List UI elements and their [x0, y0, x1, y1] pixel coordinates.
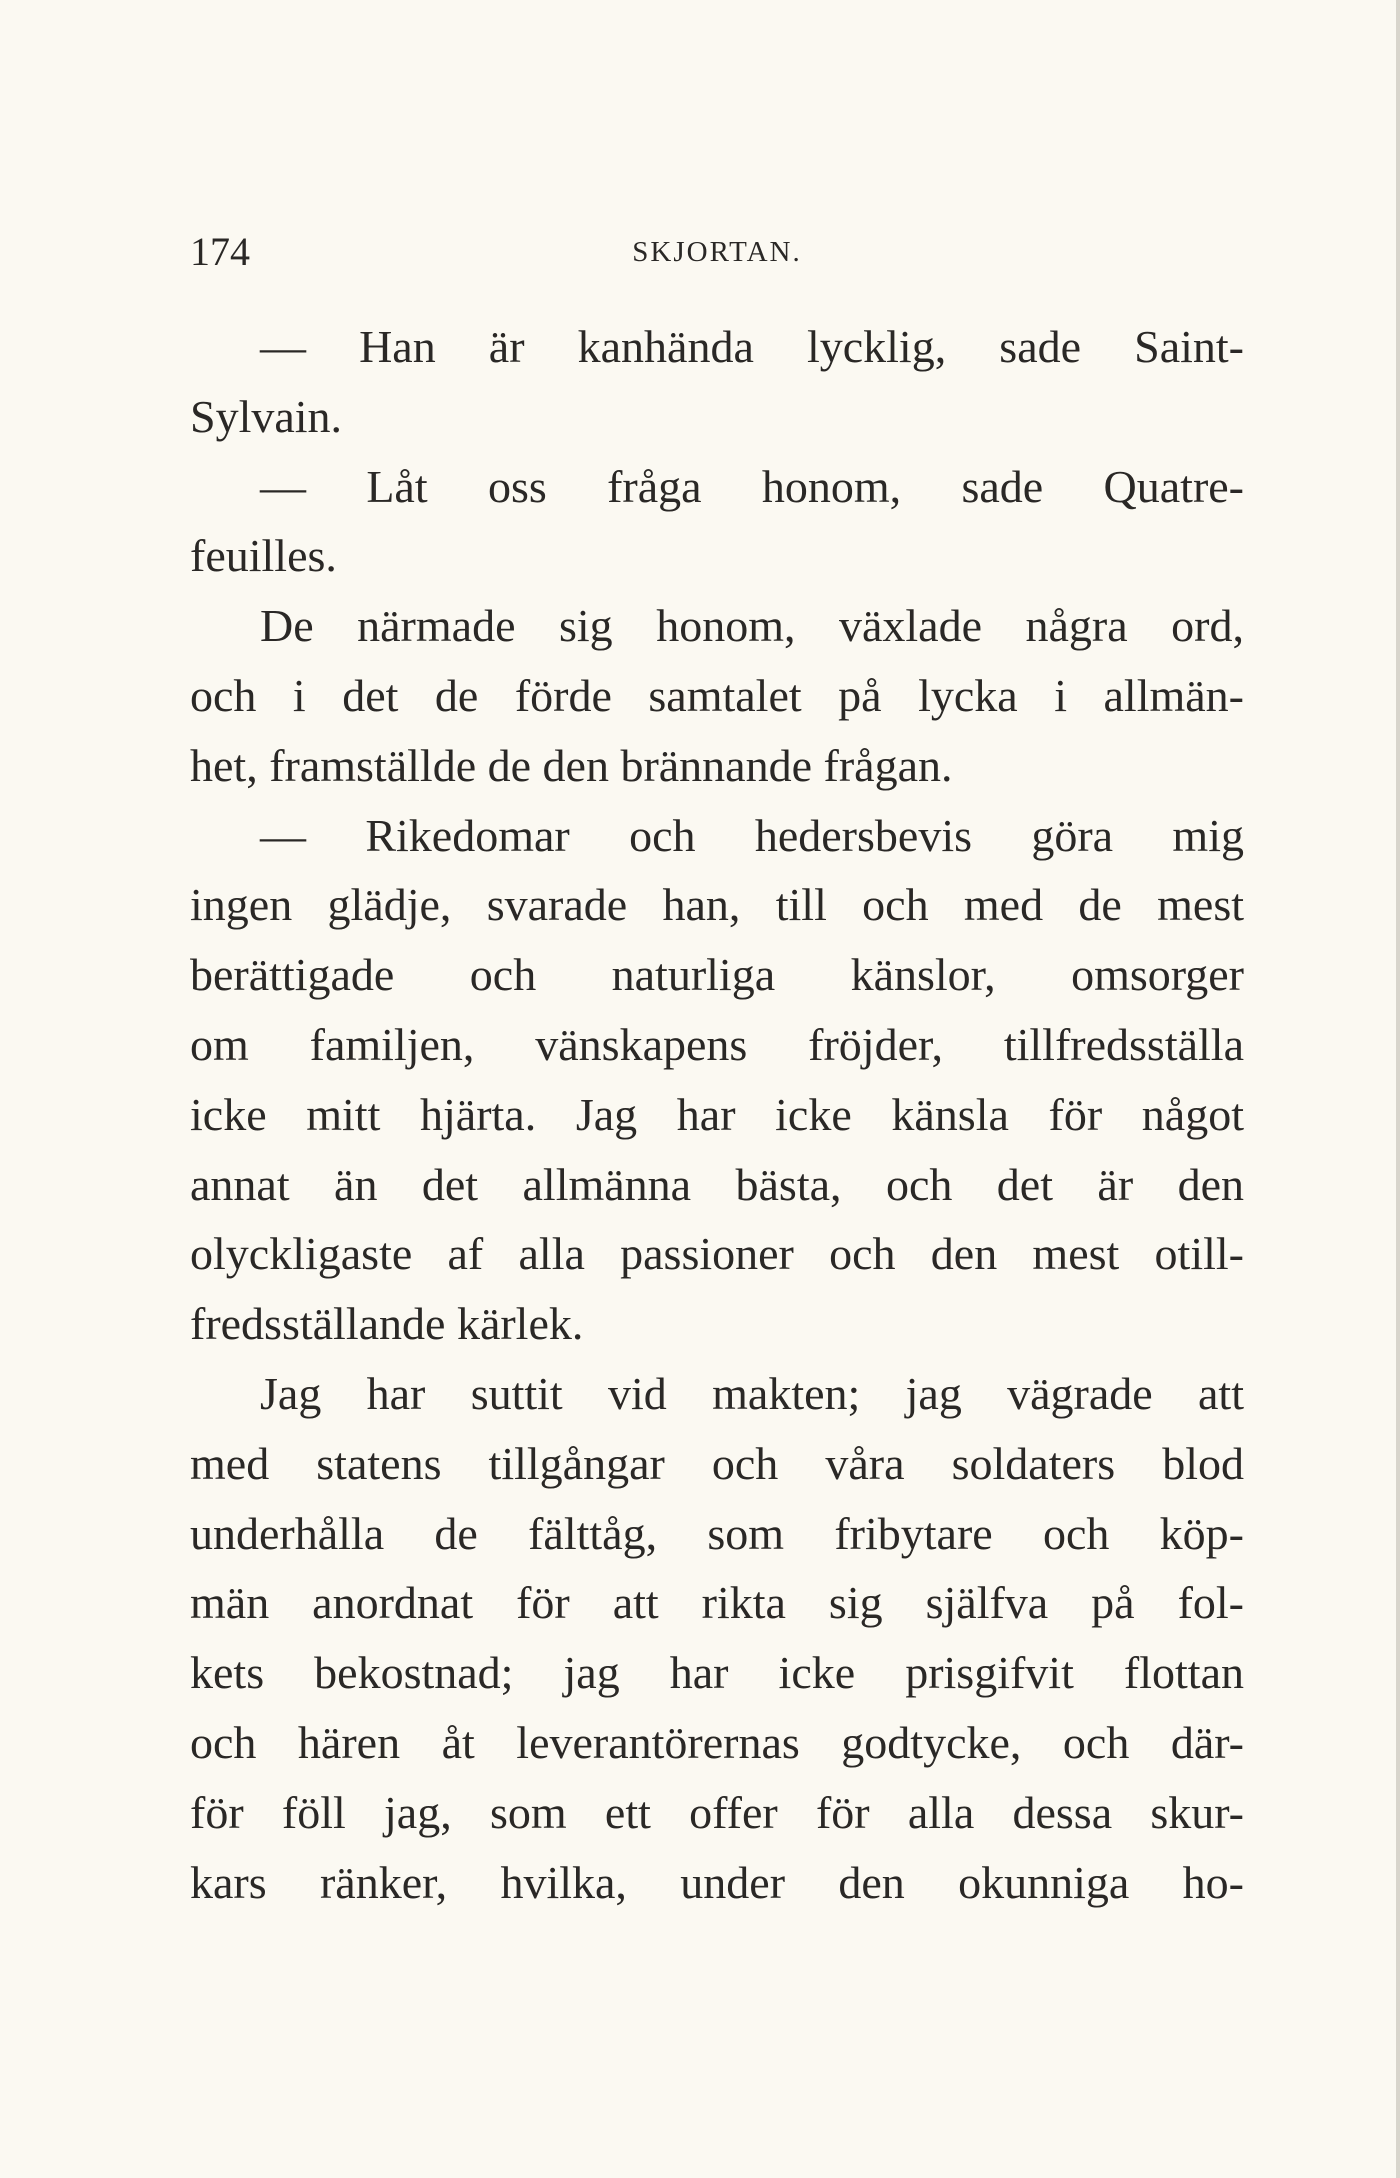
text-line: het, framställde de den brännande frågan. — [190, 739, 953, 791]
text-line: kars ränker, hvilka, under den okunniga ho- — [190, 1856, 1244, 1908]
text-line: feuilles. — [190, 530, 337, 582]
text-line: annat än det allmänna bästa, och det är den — [190, 1158, 1244, 1210]
text-line: Jag har suttit vid makten; jag vägrade att — [260, 1367, 1244, 1419]
text-line: Sylvain. — [190, 390, 343, 442]
text-line: och i det de förde samtalet på lycka i allmän- — [190, 669, 1244, 721]
text-line: — Han är kanhända lycklig, sade Saint- — [260, 321, 1244, 372]
page-edge — [1396, 0, 1400, 2178]
text-line: underhålla de fälttåg, som fribytare och köp- — [190, 1507, 1244, 1559]
running-title: SKJORTAN. — [632, 236, 802, 268]
text-line: — Låt oss fråga honom, sade Quatre- — [260, 460, 1244, 512]
text-line: med statens tillgångar och våra soldaters blod — [190, 1437, 1244, 1489]
text-line: om familjen, vänskapens fröjder, tillfredsställa — [190, 1018, 1244, 1070]
page-number: 174 — [190, 229, 250, 274]
text-line: olyckligaste af alla passioner och den mest otill- — [190, 1228, 1244, 1280]
running-header — [190, 222, 1244, 282]
text-line: berättigade och naturliga känslor, omsorger — [190, 949, 1244, 1001]
text-line: och hären åt leverantörernas godtycke, och där- — [190, 1716, 1244, 1768]
text-line: för föll jag, som ett offer för alla dessa skur- — [190, 1786, 1244, 1838]
text-line: — Rikedomar och hedersbevis göra mig — [260, 809, 1244, 861]
text-line: icke mitt hjärta. Jag har icke känsla för något — [190, 1088, 1244, 1140]
text-line: kets bekostnad; jag har icke prisgifvit flottan — [190, 1647, 1244, 1699]
text-line: fredsställande kärlek. — [190, 1298, 584, 1350]
text-line: ingen glädje, svarade han, till och med de mest — [190, 879, 1244, 931]
body-text — [190, 312, 1244, 1917]
text-line: De närmade sig honom, växlade några ord, — [260, 600, 1244, 652]
text-line: män anordnat för att rikta sig själfva på fol- — [190, 1577, 1244, 1629]
